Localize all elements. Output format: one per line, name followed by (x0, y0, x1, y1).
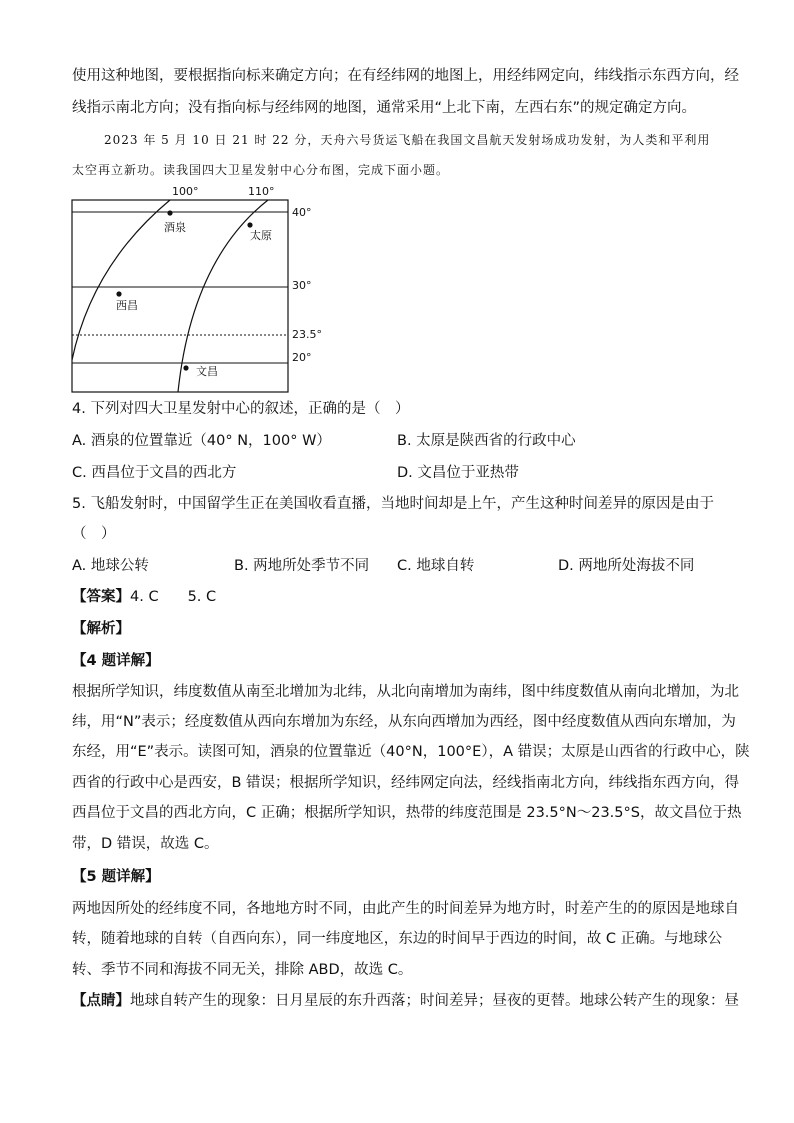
q5-stem: 5. 飞船发射时，中国留学生正在美国收看直播，当地时间却是上午，产生这种时间差异的原因是由于 (72, 496, 714, 512)
detail4-line: 西昌位于文昌的西北方向，C 正确；根据所学知识，热带的纬度范围是 23.5°N～23.5°S，故文昌位于热 (72, 805, 742, 821)
detail4-line: 东经，用“E”表示。读图可知，酒泉的位置靠近（40°N，100°E），A 错误；太原是山西省的行政中心，陕 (72, 744, 750, 760)
detail5-line: 两地因所处的经纬度不同，各地地方时不同，由此产生的时间差异为地方时，时差产生的的原因是地球自 (72, 901, 739, 917)
lat-label-40: 40° (292, 206, 312, 219)
q5-option-b: B. 两地所处季节不同 (234, 558, 370, 574)
q4-option-d: D. 文昌位于亚热带 (397, 465, 519, 481)
detail4-line: 纬，用“N”表示；经度数值从西向东增加为东经，从东向西增加为西经，图中经度数值从西向东增加，为 (72, 714, 736, 730)
q5-option-a: A. 地球公转 (72, 558, 149, 574)
lon-label-100: 100° (172, 185, 199, 198)
wenchang-dot (183, 365, 188, 370)
tip-tag: 【点睛】 (72, 993, 130, 1009)
lat-label-30: 30° (292, 279, 312, 292)
place-taiyuan: 太原 (250, 229, 272, 242)
lon-label-110: 110° (248, 185, 275, 198)
tip-text: 地球自转产生的现象：日月星辰的东升西落；时间差异；昼夜的更替。地球公转产生的现象：昼 (130, 993, 739, 1009)
meridian-100 (72, 200, 170, 360)
tip-row (72, 991, 739, 1011)
detail4-tag: 【4 题详解】 (72, 653, 160, 669)
q4-option-b: B. 太原是陕西省的行政中心 (397, 433, 576, 449)
q4-option-c: C. 西昌位于文昌的西北方 (72, 465, 237, 481)
answer-tag: 【答案】 (72, 589, 130, 605)
detail4-line: 西省的行政中心是西安，B 错误；根据所学知识，经纬网定向法，经线指南北方向，纬线指东西方向，得 (72, 775, 740, 791)
stem-line-2: 太空再立新功。读我国四大卫星发射中心分布图，完成下面小题。 (72, 163, 450, 177)
place-xichang: 西昌 (116, 299, 138, 312)
answer-text: 4. C 5. C (130, 589, 217, 605)
intro-line-2: 线指示南北方向；没有指向标与经纬网的地图，通常采用“上北下南，左西右东”的规定确定方向。 (72, 100, 697, 116)
launch-center-map (62, 180, 342, 395)
lat-label-20: 20° (292, 351, 312, 364)
q5-option-c: C. 地球自转 (397, 558, 475, 574)
stem-line-1: 2023 年 5 月 10 日 21 时 22 分，天舟六号货运飞船在我国文昌航天发射场成功发射，为人类和平利用 (104, 133, 711, 147)
jiuquan-dot (167, 210, 172, 215)
detail5-tag: 【5 题详解】 (72, 869, 160, 885)
intro-line-1: 使用这种地图，要根据指向标来确定方向；在有经纬网的地图上，用经纬网定向，纬线指示东西方向，经 (72, 68, 739, 84)
detail5-line: 转、季节不同和海拔不同无关，排除 ABD，故选 C。 (72, 962, 413, 978)
detail4-line: 带，D 错误，故选 C。 (72, 836, 219, 852)
q4-option-a: A. 酒泉的位置靠近（40° N，100° W） (72, 433, 331, 449)
detail5-line: 转，随着地球的自转（自西向东），同一纬度地区，东边的时间早于西边的时间，故 C 正确。与地球公 (72, 931, 723, 947)
q4-stem: 4. 下列对四大卫星发射中心的叙述，正确的是（ ） (72, 401, 410, 417)
lat-label-23-5: 23.5° (292, 328, 322, 341)
place-wenchang: 文昌 (196, 365, 218, 378)
q5-paren: （ ） (72, 526, 116, 542)
taiyuan-dot (247, 222, 252, 227)
analysis-tag: 【解析】 (72, 621, 130, 637)
place-jiuquan: 酒泉 (164, 221, 186, 234)
answer-row (72, 587, 216, 607)
xichang-dot (116, 291, 121, 296)
q5-option-d: D. 两地所处海拔不同 (558, 558, 695, 574)
detail4-line: 根据所学知识，纬度数值从南至北增加为北纬，从北向南增加为南纬，图中纬度数值从南向北增加，为北 (72, 684, 739, 700)
